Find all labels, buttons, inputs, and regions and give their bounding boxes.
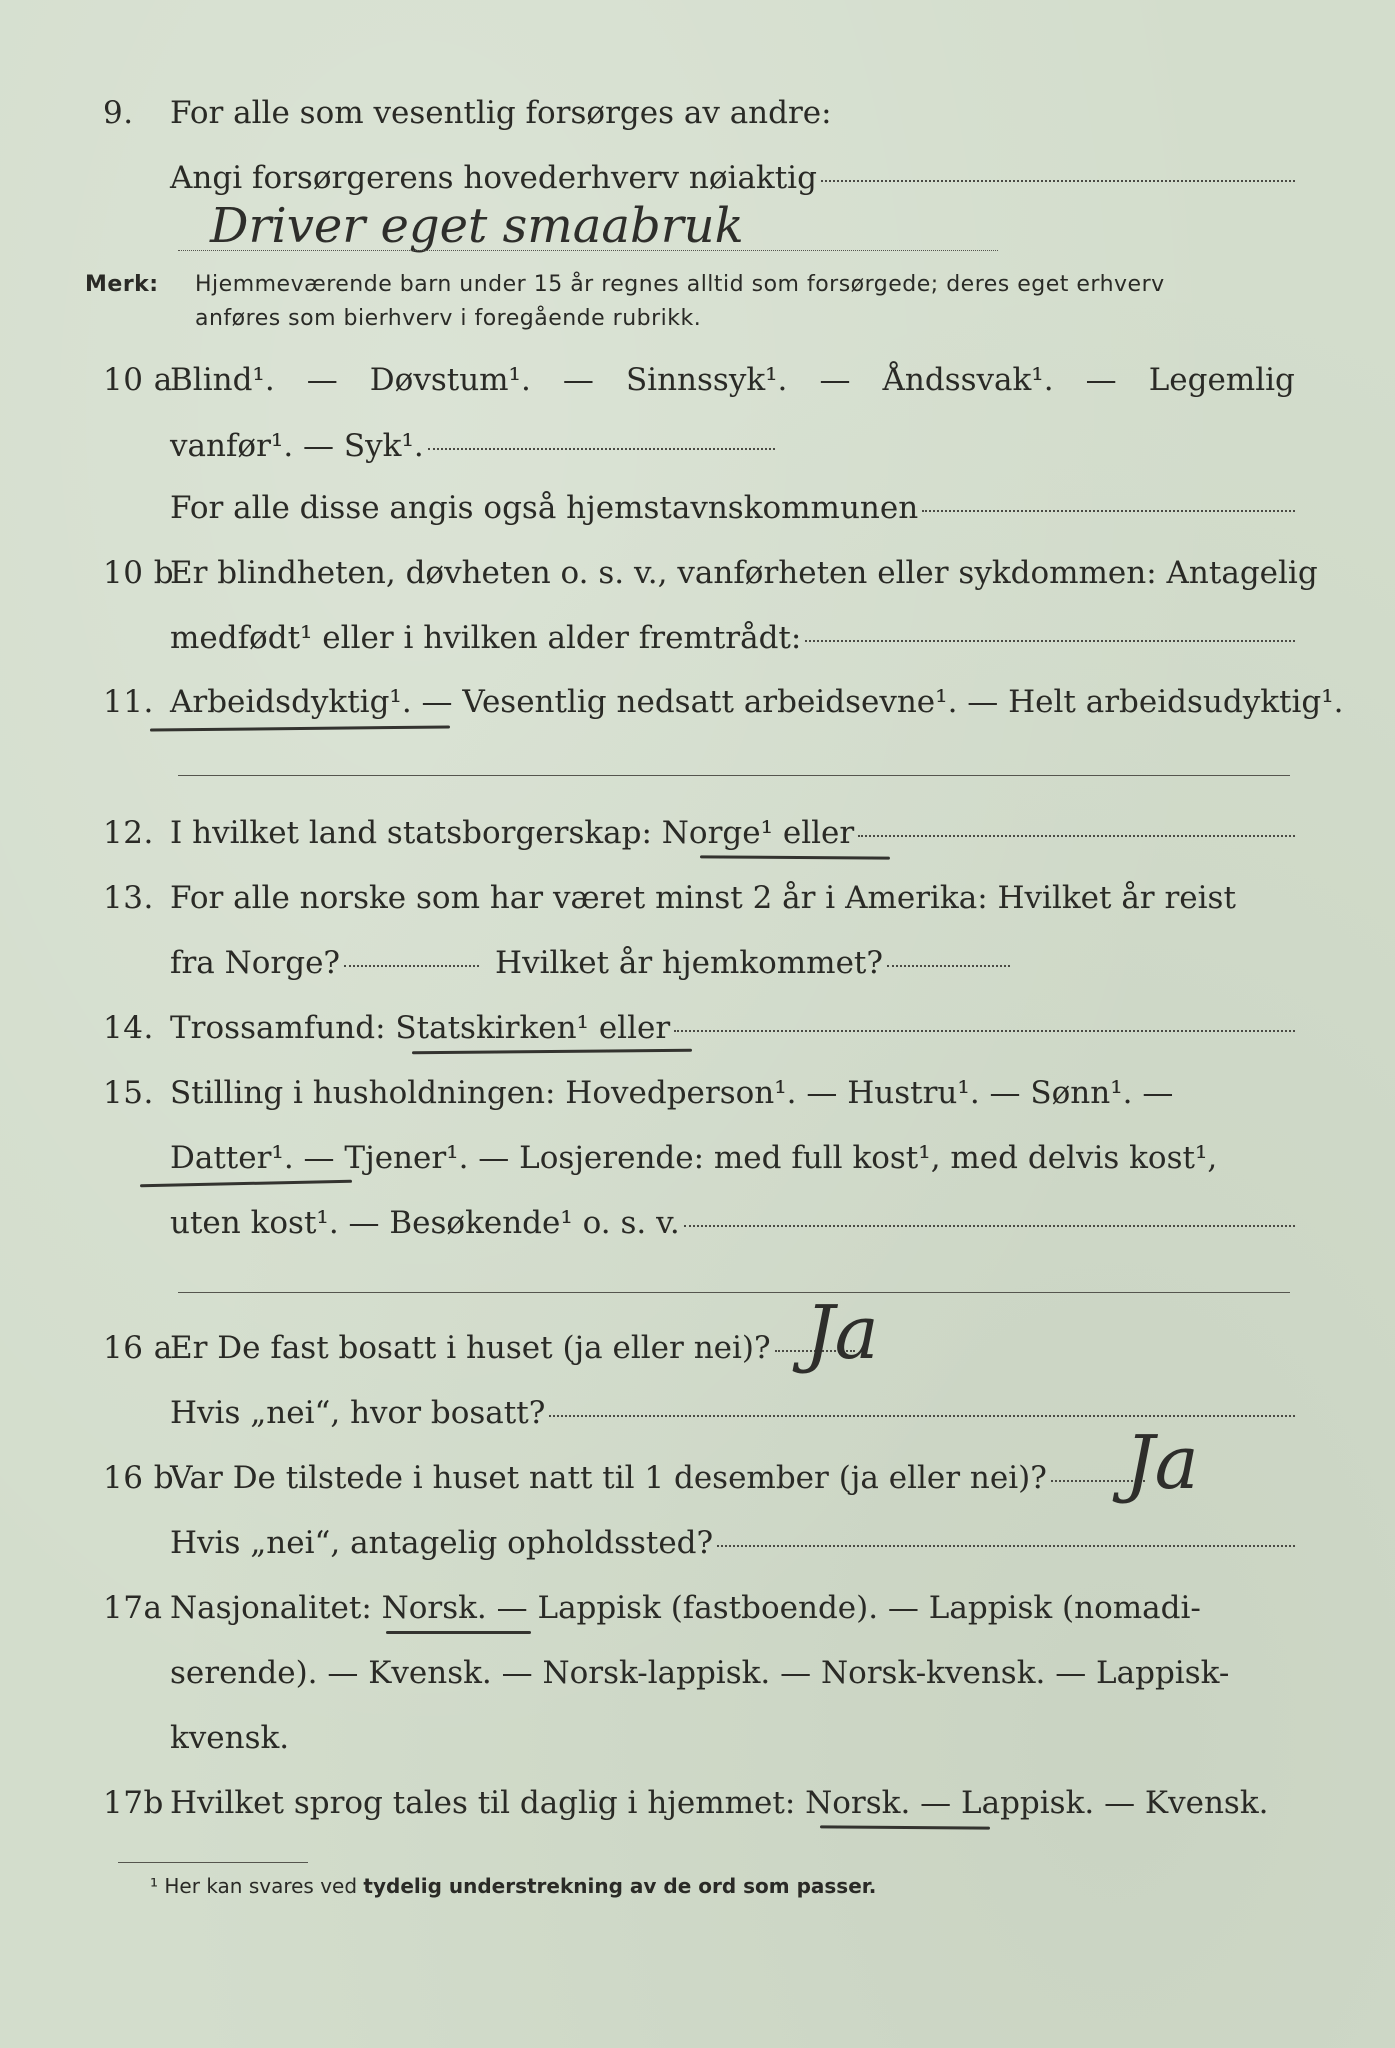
q10a-line1 <box>0 362 1395 418</box>
q16a-line1 <box>0 1330 1395 1386</box>
q12-question: I hvilket land statsborgerskap: Norge¹ eller <box>170 815 855 851</box>
q10b-question-2: medfødt¹ eller i hvilken alder fremtrådt: <box>170 620 802 656</box>
answer-dotted-line[interactable] <box>684 1225 1295 1227</box>
answer-dotted-line[interactable] <box>858 835 1295 837</box>
dash: — <box>1085 362 1117 398</box>
q10b-question: Er blindheten, døvheten o. s. v., vanførheten eller sykdommen: Antagelig <box>170 555 1318 591</box>
q17b-options: Hvilket sprog tales til daglig i hjemmet: Norsk. — Lappisk. — Kvensk. <box>170 1785 1269 1821</box>
answer-dotted-line[interactable] <box>428 448 775 450</box>
answer-dotted-line[interactable] <box>549 1415 1295 1417</box>
q10a-hjemstavn: For alle disse angis også hjemstavnskommunen <box>170 490 919 526</box>
q9-line1 <box>0 95 1395 151</box>
q10b-line2 <box>0 620 1395 676</box>
option-legemlig[interactable]: Legemlig <box>1148 362 1295 398</box>
footnote <box>150 1874 876 1898</box>
q14-line1 <box>0 1010 1395 1066</box>
q15-number: 15. <box>103 1075 154 1111</box>
q11-number: 11. <box>103 684 154 720</box>
q16a-handwritten-answer: Ja <box>805 1290 879 1376</box>
option-sinnssyk[interactable]: Sinnssyk¹. <box>625 362 788 398</box>
q16b-handwritten-answer: Ja <box>1125 1420 1199 1506</box>
q15-options-2: Datter¹. — Tjener¹. — Losjerende: med full kost¹, med delvis kost¹, <box>170 1140 1218 1176</box>
q15-question: Stilling i husholdningen: Hovedperson¹. — Hustru¹. — Sønn¹. — <box>170 1075 1174 1111</box>
q17a-number: 17a <box>103 1590 163 1626</box>
q11-line1 <box>0 684 1395 740</box>
q13-question: For alle norske som har været minst 2 år i Amerika: Hvilket år reist <box>170 880 1236 916</box>
answer-dotted-line[interactable] <box>887 965 1010 967</box>
footnote-text: Her kan svares ved <box>164 1874 358 1898</box>
q9-handwritten-answer: Driver eget smaabruk <box>210 198 744 254</box>
q13-line1 <box>0 880 1395 936</box>
underline-norsk <box>386 1631 531 1634</box>
q10a-vanfor-syk: vanfør¹. — Syk¹. <box>170 428 424 464</box>
answer-dotted-line[interactable] <box>344 965 479 967</box>
q17a-options-2: serende). — Kvensk. — Norsk-lappisk. — Norsk-kvensk. — Lappisk- <box>170 1655 1230 1691</box>
q17a-line1 <box>0 1590 1395 1646</box>
q9-question-2: Angi forsørgerens hovederhverv nøiaktig <box>170 160 817 196</box>
q15-line3 <box>0 1205 1395 1261</box>
q14-number: 14. <box>103 1010 154 1046</box>
q13-fra-norge: fra Norge? <box>170 945 341 981</box>
q15-options-3: uten kost¹. — Besøkende¹ o. s. v. <box>170 1205 680 1241</box>
q16a-question-2: Hvis „nei“, hvor bosatt? <box>170 1395 546 1431</box>
q16a-question: Er De fast bosatt i huset (ja eller nei)? <box>170 1330 771 1366</box>
q17a-options: Nasjonalitet: Norsk. — Lappisk (fastboende). — Lappisk (nomadi- <box>170 1590 1201 1626</box>
answer-dotted-line[interactable] <box>821 180 1295 182</box>
q10b-line1 <box>0 555 1395 611</box>
q12-number: 12. <box>103 815 154 851</box>
answer-dotted-line[interactable] <box>717 1545 1295 1547</box>
q10b-number: 10 b <box>103 555 175 591</box>
option-andssvak[interactable]: Åndssvak¹. <box>882 362 1054 398</box>
q10a-line3 <box>0 490 1395 546</box>
q16a-number: 16 a <box>103 1330 173 1366</box>
q11-options: Arbeidsdyktig¹. — Vesentlig nedsatt arbeidsevne¹. — Helt arbeidsudyktig¹. <box>170 684 1344 720</box>
answer-dotted-line[interactable] <box>674 1030 1295 1032</box>
answer-dotted-line[interactable] <box>805 640 1295 642</box>
option-blind[interactable]: Blind¹. <box>170 362 275 398</box>
answer-dotted-line[interactable] <box>922 510 1295 512</box>
q16b-question: Var De tilstede i huset natt til 1 desember (ja eller nei)? <box>170 1460 1047 1496</box>
q10a-number: 10 a <box>103 362 173 398</box>
separator-rule <box>178 1292 1290 1293</box>
q16b-number: 16 b <box>103 1460 175 1496</box>
footnote-mark: ¹ <box>150 1874 159 1898</box>
separator-rule <box>178 775 1290 776</box>
footnote-bold-text: tydelig understrekning av de ord som passer. <box>363 1874 877 1898</box>
merk-label: Merk: <box>85 272 159 297</box>
q13-line2 <box>0 945 1395 1001</box>
merk-text-2: anføres som bierhverv i foregående rubrikk. <box>195 306 702 331</box>
q12-line1 <box>0 815 1395 871</box>
q16b-line2 <box>0 1525 1395 1581</box>
answer-rule <box>178 250 998 251</box>
merk-text-1: Hjemmeværende barn under 15 år regnes alltid som forsørgede; deres eget erhverv <box>195 272 1165 297</box>
q17b-number: 17b <box>103 1785 164 1821</box>
q17a-line3 <box>0 1720 1395 1776</box>
q17b-line1 <box>0 1785 1395 1841</box>
q10a-options <box>170 362 1295 398</box>
q16b-question-2: Hvis „nei“, antagelig opholdssted? <box>170 1525 714 1561</box>
q14-question: Trossamfund: Statskirken¹ eller <box>170 1010 671 1046</box>
merk-note <box>85 268 1325 336</box>
dash: — <box>819 362 851 398</box>
q9-question: For alle som vesentlig forsørges av andre: <box>170 95 832 131</box>
option-dovstum[interactable]: Døvstum¹. <box>369 362 531 398</box>
dash: — <box>306 362 338 398</box>
q10a-line2 <box>0 428 1395 484</box>
q17a-line2 <box>0 1655 1395 1711</box>
q13-hjemkommet: Hvilket år hjemkommet? <box>495 945 884 981</box>
q9-number: 9. <box>103 95 134 131</box>
q15-line2 <box>0 1140 1395 1196</box>
dash: — <box>562 362 594 398</box>
q13-number: 13. <box>103 880 154 916</box>
q17a-options-3: kvensk. <box>170 1720 290 1756</box>
footnote-rule <box>118 1862 308 1863</box>
q15-line1 <box>0 1075 1395 1131</box>
